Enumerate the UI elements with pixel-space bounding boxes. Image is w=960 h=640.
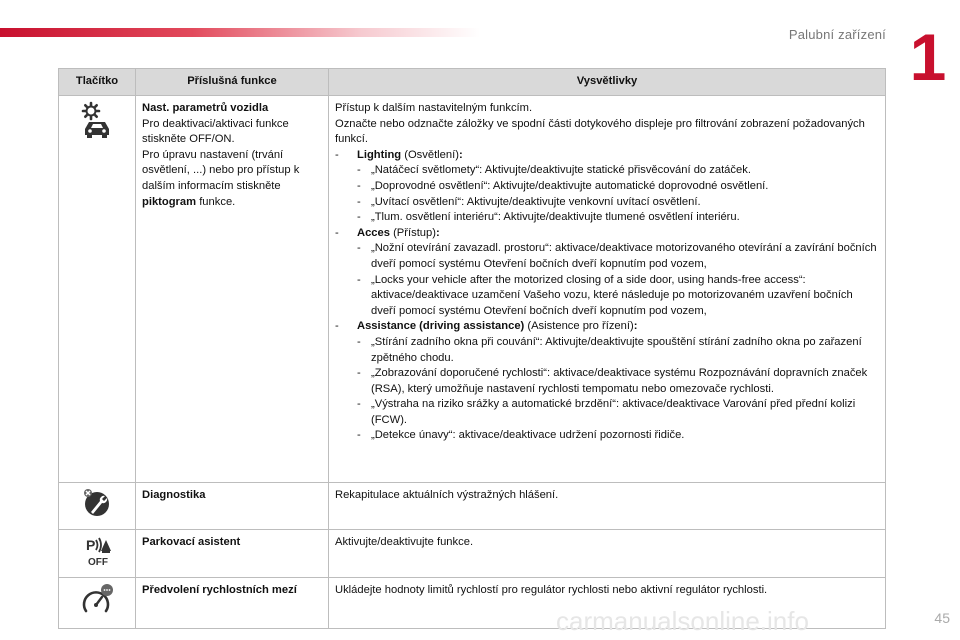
- function-title: Předvolení rychlostních mezí: [142, 584, 297, 597]
- intro-text: Přístup k dalším nastavitelným funkcím.: [335, 102, 533, 114]
- intro-text: Označte nebo odznačte záložky ve spodní části dotykového displeje pro filtrování zobrazení požadovaných funkcí.: [335, 117, 865, 146]
- page-number: 45: [934, 610, 950, 626]
- icon-cell: [59, 578, 136, 629]
- table-row-vehicle-settings: [59, 96, 886, 483]
- table-header-row: [59, 69, 886, 96]
- function-cell: [136, 96, 329, 483]
- function-cell: [136, 483, 329, 530]
- header-accent-bar: [0, 28, 480, 37]
- diagnostics-wrench-icon: [80, 488, 114, 518]
- chapter-number: 1: [909, 20, 947, 94]
- col-header-button: Tlačítko: [59, 69, 136, 96]
- list-item: - „Výstraha na riziko srážky a automatické brzdění“: aktivace/deaktivace Varování před přední kolizi (FCW).: [357, 398, 856, 426]
- function-text: Pro úpravu nastavení (trvání osvětlení, ...) nebo pro přístup k dalším informacím stiskněte piktogram funkce.: [142, 148, 300, 208]
- explanation-text: Rekapitulace aktuálních výstražných hlášení.: [335, 489, 559, 501]
- list-item: - „Uvítací osvětlení“: Aktivujte/deaktivujte venkovní uvítací osvětlení.: [357, 195, 701, 208]
- table-row-parking-assist: [59, 529, 886, 578]
- explanation-text: Aktivujte/deaktivujte funkce.: [335, 535, 474, 548]
- col-header-function: Příslušná funkce: [136, 69, 329, 96]
- list-item: - „Stírání zadního okna při couvání“: Aktivujte/deaktivujte spouštění stírání zadního okna po zařazení zpětného chodu.: [357, 335, 862, 364]
- list-item: - „Zobrazování doporučené rychlosti“: aktivace/deaktivace systému Rozpoznávání dopravních značek (RSA), který umožňuje nastavení rychlosti tempomatu nebo omezovače rychlosti.: [357, 367, 868, 395]
- speed-limit-preset-icon: [80, 583, 114, 617]
- list-item: - „Nožní otevírání zavazadl. prostoru“: aktivace/deaktivace motorizovaného otevírání a zavírání bočních dveří pomocí systému Otevření bočních dveří kopnutím pod vozem,: [357, 242, 877, 270]
- function-text: Pro deaktivaci/aktivaci funkce stiskněte OFF/ON.: [142, 117, 289, 146]
- section-title: Palubní zařízení: [788, 27, 886, 42]
- icon-cell: [59, 483, 136, 530]
- list-item: - „Natáčecí světlomety“: Aktivujte/deaktivujte statické přisvěcování do zatáček.: [357, 164, 751, 177]
- function-cell: [136, 578, 329, 629]
- parking-sensor-off-icon: [80, 535, 114, 567]
- svg-text:P: P: [86, 536, 96, 553]
- group-heading-assistance: - Assistance (driving assistance) (Asistence pro řízení):: [335, 320, 638, 333]
- parking-off-label: OFF: [88, 556, 108, 567]
- explanation-cell: [329, 483, 886, 530]
- explanation-text: Ukládejte hodnoty limitů rychlostí pro regulátor rychlosti nebo aktivní regulátor rychlosti.: [335, 584, 768, 597]
- icon-cell: [59, 96, 136, 483]
- function-cell: [136, 529, 329, 578]
- function-title: Parkovací asistent: [142, 535, 241, 548]
- function-title: Diagnostika: [142, 489, 206, 501]
- list-item: - „Doprovodné osvětlení“: Aktivujte/deaktivujte automatické doprovodné osvětlení.: [357, 179, 769, 192]
- list-item: - „Detekce únavy“: aktivace/deaktivace udržení pozornosti řidiče.: [357, 429, 685, 442]
- list-item: - „Locks your vehicle after the motorized closing of a side door, using hands-free access“: aktivace/deaktivace uzamčení Vašeho vozu, které následuje po motorizovaném uzavření bočních dveří pomocí systému Otevření bočních dveří kopnutím pod vozem,: [357, 273, 853, 317]
- col-header-explanation: Vysvětlivky: [329, 69, 886, 96]
- watermark: carmanualsonline.info: [556, 606, 809, 636]
- group-heading-lighting: - Lighting (Osvětlení):: [335, 148, 463, 161]
- table-row-diagnostics: [59, 483, 886, 530]
- function-title: Nast. parametrů vozidla: [142, 102, 269, 114]
- car-settings-icon: [80, 101, 114, 139]
- explanation-cell: [329, 529, 886, 578]
- functions-table: [58, 68, 886, 629]
- list-item: - „Tlum. osvětlení interiéru“: Aktivujte/deaktivujte tlumené osvětlení interiéru.: [357, 211, 740, 224]
- explanation-cell: [329, 96, 886, 483]
- group-heading-access: - Acces (Přístup):: [335, 226, 440, 239]
- icon-cell: [59, 529, 136, 578]
